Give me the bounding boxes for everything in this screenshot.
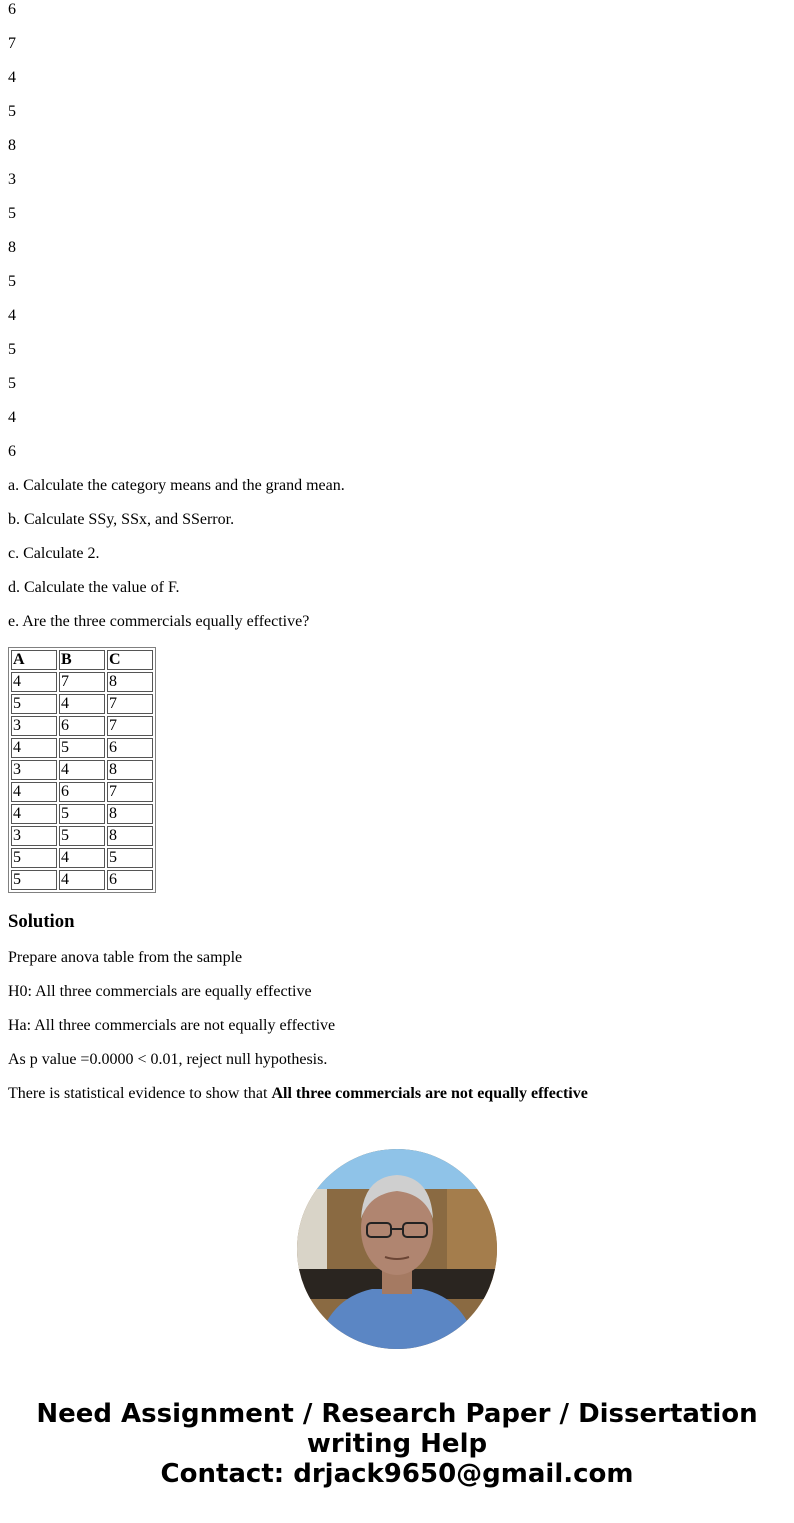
number-item: 4 <box>8 409 16 426</box>
table-header-cell: B <box>59 650 105 670</box>
table-cell: 3 <box>11 760 57 780</box>
number-item: 5 <box>8 205 16 222</box>
table-row <box>11 870 153 890</box>
table-cell: 5 <box>11 848 57 868</box>
solution-lines <box>8 949 786 1069</box>
question-item: e. Are the three commercials equally effective? <box>8 613 310 630</box>
table-cell: 5 <box>59 826 105 846</box>
number-item: 4 <box>8 307 16 324</box>
number-item: 4 <box>8 69 16 86</box>
table-cell: 6 <box>107 870 153 890</box>
number-item: 5 <box>8 273 16 290</box>
table-cell: 4 <box>59 848 105 868</box>
question-item: d. Calculate the value of F. <box>8 579 180 596</box>
solution-heading: Solution <box>8 911 75 932</box>
table-cell: 8 <box>107 826 153 846</box>
table-cell: 6 <box>107 738 153 758</box>
data-table <box>8 647 156 893</box>
table-cell: 4 <box>59 870 105 890</box>
table-header-cell: A <box>11 650 57 670</box>
table-cell: 7 <box>107 694 153 714</box>
number-item: 5 <box>8 103 16 120</box>
table-cell: 6 <box>59 782 105 802</box>
table-cell: 8 <box>107 804 153 824</box>
table-cell: 8 <box>107 672 153 692</box>
table-cell: 4 <box>11 804 57 824</box>
conclusion <box>8 1085 786 1103</box>
table-row <box>11 716 153 736</box>
solution-line: H0: All three commercials are equally effective <box>8 983 312 1000</box>
number-item: 6 <box>8 443 16 460</box>
number-item: 7 <box>8 35 16 52</box>
table-cell: 5 <box>107 848 153 868</box>
table-cell: 7 <box>107 782 153 802</box>
footer-line-contact: Contact: drjack9650@gmail.com <box>160 1459 634 1489</box>
table-cell: 6 <box>59 716 105 736</box>
table-row <box>11 804 153 824</box>
author-photo <box>297 1149 497 1349</box>
table-row <box>11 672 153 692</box>
question-item: a. Calculate the category means and the grand mean. <box>8 477 345 494</box>
table-cell: 7 <box>59 672 105 692</box>
table-row <box>11 760 153 780</box>
table-header-row <box>11 650 153 670</box>
number-item: 8 <box>8 239 16 256</box>
table-cell: 4 <box>59 694 105 714</box>
solution-line: As p value =0.0000 < 0.01, reject null hypothesis. <box>8 1051 328 1068</box>
table-cell: 7 <box>107 716 153 736</box>
conclusion-bold: All three commercials are not equally effective <box>271 1085 588 1102</box>
number-list <box>8 1 786 461</box>
table-cell: 5 <box>11 870 57 890</box>
number-item: 6 <box>8 1 16 18</box>
table-row <box>11 826 153 846</box>
table-cell: 8 <box>107 760 153 780</box>
question-item: b. Calculate SSy, SSx, and SSerror. <box>8 511 235 528</box>
table-header-cell: C <box>107 650 153 670</box>
number-item: 3 <box>8 171 16 188</box>
number-item: 5 <box>8 341 16 358</box>
table-cell: 5 <box>59 804 105 824</box>
table-cell: 3 <box>11 716 57 736</box>
number-item: 5 <box>8 375 16 392</box>
table-cell: 4 <box>11 782 57 802</box>
table-cell: 5 <box>11 694 57 714</box>
table-row <box>11 694 153 714</box>
footer-banner <box>8 1399 786 1489</box>
table-cell: 3 <box>11 826 57 846</box>
table-cell: 4 <box>11 738 57 758</box>
table-row <box>11 738 153 758</box>
question-item: c. Calculate 2. <box>8 545 100 562</box>
table-row <box>11 782 153 802</box>
table-cell: 4 <box>59 760 105 780</box>
table-row <box>11 848 153 868</box>
solution-line: Prepare anova table from the sample <box>8 949 243 966</box>
table-cell: 4 <box>11 672 57 692</box>
footer-line-help: Need Assignment / Research Paper / Dissertation writing Help <box>36 1399 758 1459</box>
solution-line: Ha: All three commercials are not equally effective <box>8 1017 336 1034</box>
number-item: 8 <box>8 137 16 154</box>
question-list <box>8 477 786 631</box>
conclusion-text: There is statistical evidence to show that <box>8 1085 272 1102</box>
table-cell: 5 <box>59 738 105 758</box>
